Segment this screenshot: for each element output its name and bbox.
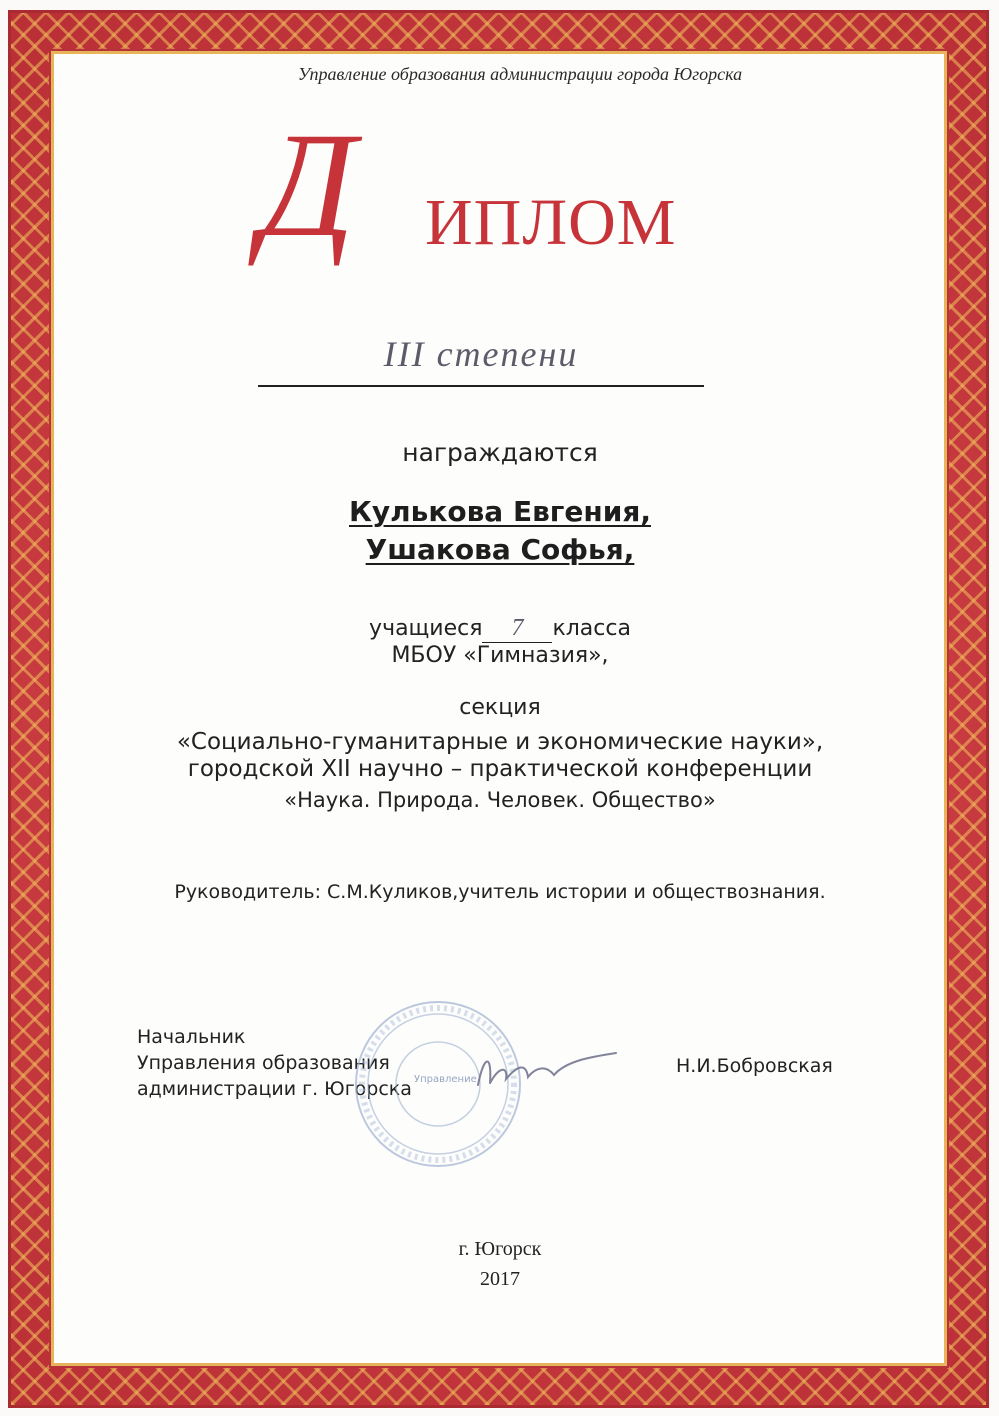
awarded-label: награждаются: [402, 438, 598, 467]
degree-handwritten: III степени: [383, 334, 579, 374]
school-name: МБОУ «Гимназия»,: [391, 643, 609, 668]
recipient-name-2: Ушакова Софья,: [365, 533, 635, 566]
handwritten-signature: [470, 1045, 620, 1095]
title-rest-letters: ИПЛОМ: [425, 186, 677, 259]
supervisor-line: Руководитель: С.М.Куликов,учитель истории и обществознания.: [174, 881, 826, 903]
recipient-name-1: Кулькова Евгения,: [349, 495, 651, 528]
issue-city: г. Югорск: [458, 1238, 542, 1260]
conference-line: городской XII научно – практической конференции: [187, 756, 813, 782]
issue-year: 2017: [480, 1268, 520, 1290]
signer-position-line-2: Управления образования: [137, 1052, 390, 1074]
conference-name: «Наука. Природа. Человек. Общество»: [284, 788, 716, 812]
degree-underline: [258, 385, 704, 387]
signer-name: Н.И.Бобровская: [676, 1055, 833, 1077]
title-initial-letter: Д: [260, 102, 356, 268]
recipient-names: [100, 493, 900, 569]
section-name: «Социально-гуманитарные и экономические науки»,: [176, 729, 824, 755]
diploma-title: [230, 102, 750, 270]
students-suffix: класса: [552, 616, 631, 641]
students-prefix: учащиеся: [369, 616, 483, 641]
students-line: [100, 615, 900, 643]
signer-position-line-3: администрации г. Югорска: [137, 1078, 412, 1100]
issuing-organization: Управление образования администрации города Югорска: [297, 64, 743, 84]
grade-handwritten: 7: [482, 615, 552, 643]
signer-position-line-1: Начальник: [137, 1026, 246, 1048]
stamp-label: Управление: [414, 1074, 477, 1085]
section-label: секция: [459, 695, 541, 720]
